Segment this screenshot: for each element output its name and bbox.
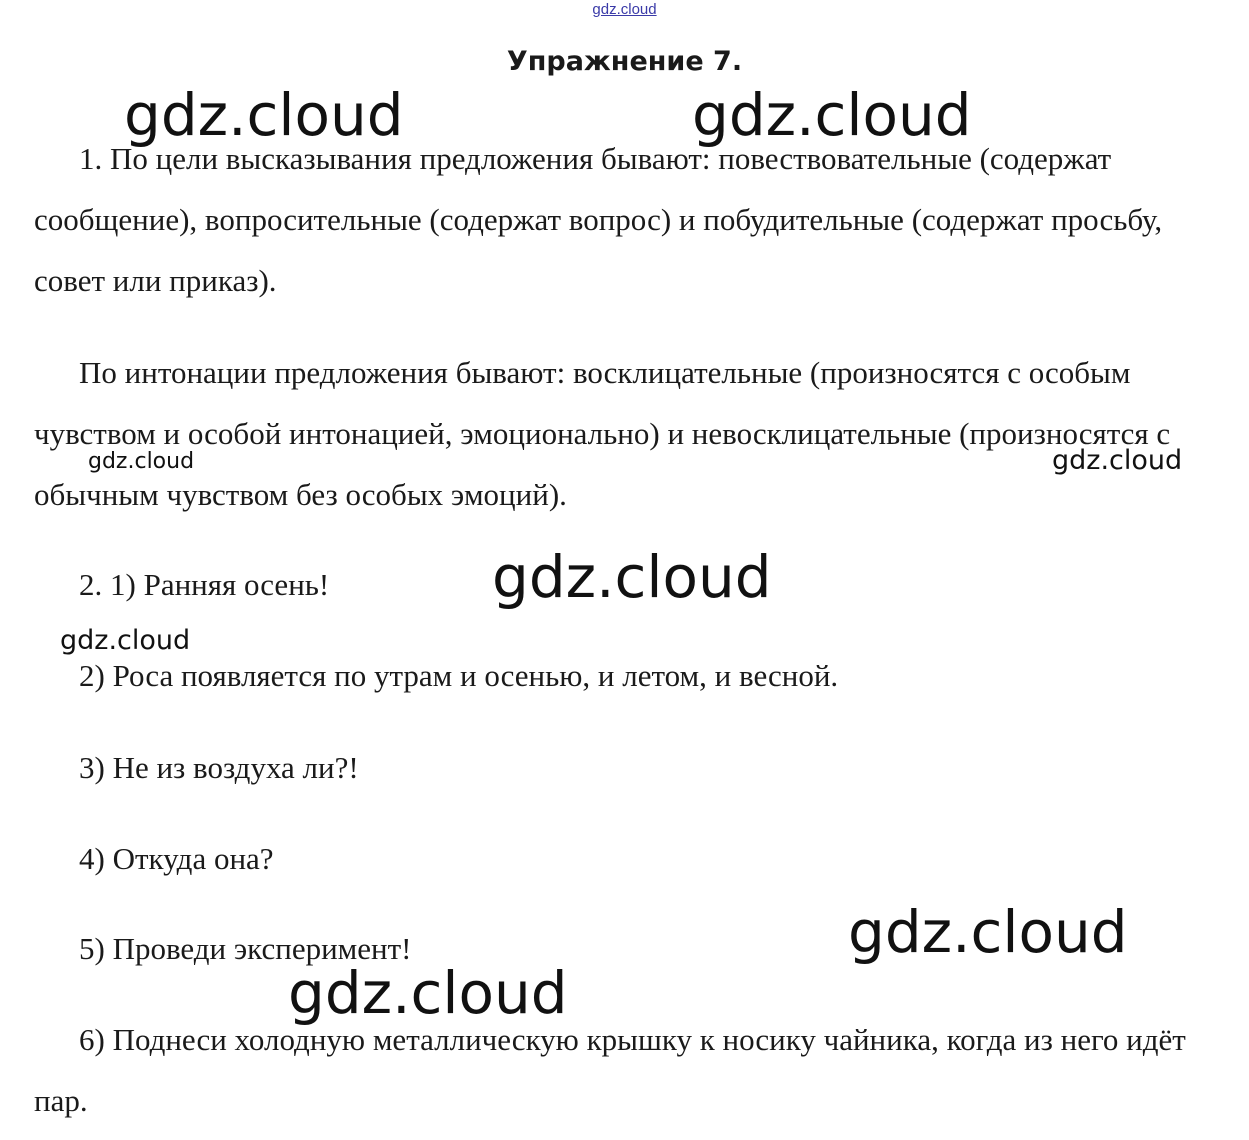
watermark-text: gdz.cloud xyxy=(492,543,772,611)
watermark-text: gdz.cloud xyxy=(124,81,404,149)
list-item: 4) Откуда она? xyxy=(79,841,274,876)
watermark-text: gdz.cloud xyxy=(848,898,1128,966)
exercise-title: Упражнение 7. xyxy=(506,46,743,77)
list-item: 2. 1) Ранняя осень! xyxy=(79,567,330,602)
list-item: 6) Поднеси холодную металлическую крышку к носику чайника, когда из него идёт пар. xyxy=(34,1022,1186,1118)
watermark-text: gdz.cloud xyxy=(288,959,568,1027)
list-item: 2) Роса появляется по утрам и осенью, и летом, и весной. xyxy=(79,658,839,693)
paragraph-sentence-intonation: По интонации предложения бывают: восклицательные (произносятся с особым чувством и особой интонацией, эмоционально) и невосклицательные (произносятся с обычным чувством без особых эмоций). xyxy=(34,355,1171,512)
watermark-text: gdz.cloud xyxy=(1052,445,1183,476)
watermark-text: gdz.cloud xyxy=(692,81,972,149)
list-item: 5) Проведи эксперимент! xyxy=(79,931,412,966)
list-item: 3) Не из воздуха ли?! xyxy=(79,750,359,785)
watermark-text: gdz.cloud xyxy=(60,625,191,656)
watermark-text: gdz.cloud xyxy=(88,449,195,474)
paragraph-sentence-purpose: 1. По цели высказывания предложения бывают: повествовательные (содержат сообщение), вопросительные (содержат вопрос) и побудительные (содержат просьбу, совет или приказ). xyxy=(34,141,1163,298)
top-watermark-link[interactable]: gdz.cloud xyxy=(592,1,657,18)
